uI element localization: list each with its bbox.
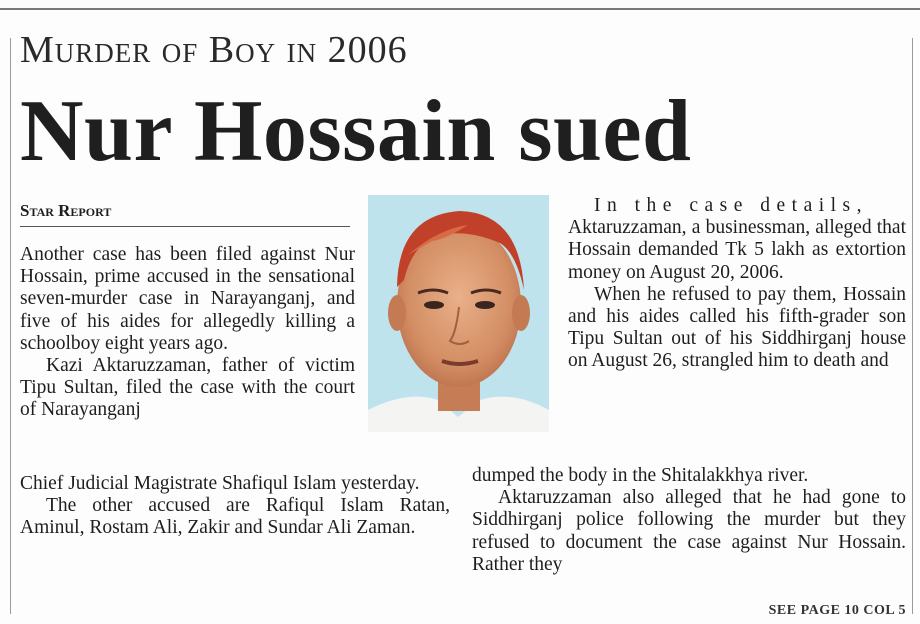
continuation-note: SEE PAGE 10 COL 5 bbox=[768, 603, 906, 618]
body-column-left bbox=[20, 244, 355, 422]
top-rule bbox=[0, 8, 920, 10]
paragraph: dumped the body in the Shitalakkhya river. bbox=[472, 465, 809, 486]
portrait-photo bbox=[368, 195, 549, 432]
kicker: Murder of Boy in 2006 bbox=[20, 29, 408, 71]
body-column-right bbox=[568, 195, 906, 373]
byline: Star Report bbox=[20, 200, 350, 227]
portrait-image bbox=[368, 195, 549, 432]
right-column-rule bbox=[912, 38, 913, 614]
paragraph: Another case has been filed against Nur Hossain, prime accused in the sensational seven-murder case in Narayanganj, and five of his aides for allegedly killing a schoolboy eight years ago. bbox=[20, 244, 355, 354]
paragraph: When he refused to pay them, Hossain and his aides called his fifth-grader son Tipu Sultan out of his Siddhirganj house on August 26, strangled him to death and bbox=[568, 283, 906, 372]
paragraph: Aktaruzzaman, a businessman, alleged that Hossain demanded Tk 5 lakh as extortion money on August 20, 2006. bbox=[568, 217, 906, 283]
paragraph: The other accused are Rafiqul Islam Ratan, Aminul, Rostam Ali, Zakir and Sundar Ali Zaman. bbox=[20, 495, 450, 539]
paragraph: Aktaruzzaman also alleged that he had gone to Siddhirganj police following the murder but they refused to document the case against Nur Hossain. Rather they bbox=[472, 487, 906, 575]
body-column-left-wide bbox=[20, 473, 450, 540]
paragraph: Chief Judicial Magistrate Shafiqul Islam yesterday. bbox=[20, 473, 420, 494]
left-column-rule bbox=[10, 38, 11, 614]
paragraph: Kazi Aktaruzzaman, father of victim Tipu Sultan, filed the case with the court of Narayanganj bbox=[20, 355, 355, 421]
headline: Nur Hossain sued bbox=[20, 83, 692, 180]
body-column-right-wide bbox=[472, 465, 906, 576]
paragraph: In the case details, bbox=[594, 195, 869, 216]
